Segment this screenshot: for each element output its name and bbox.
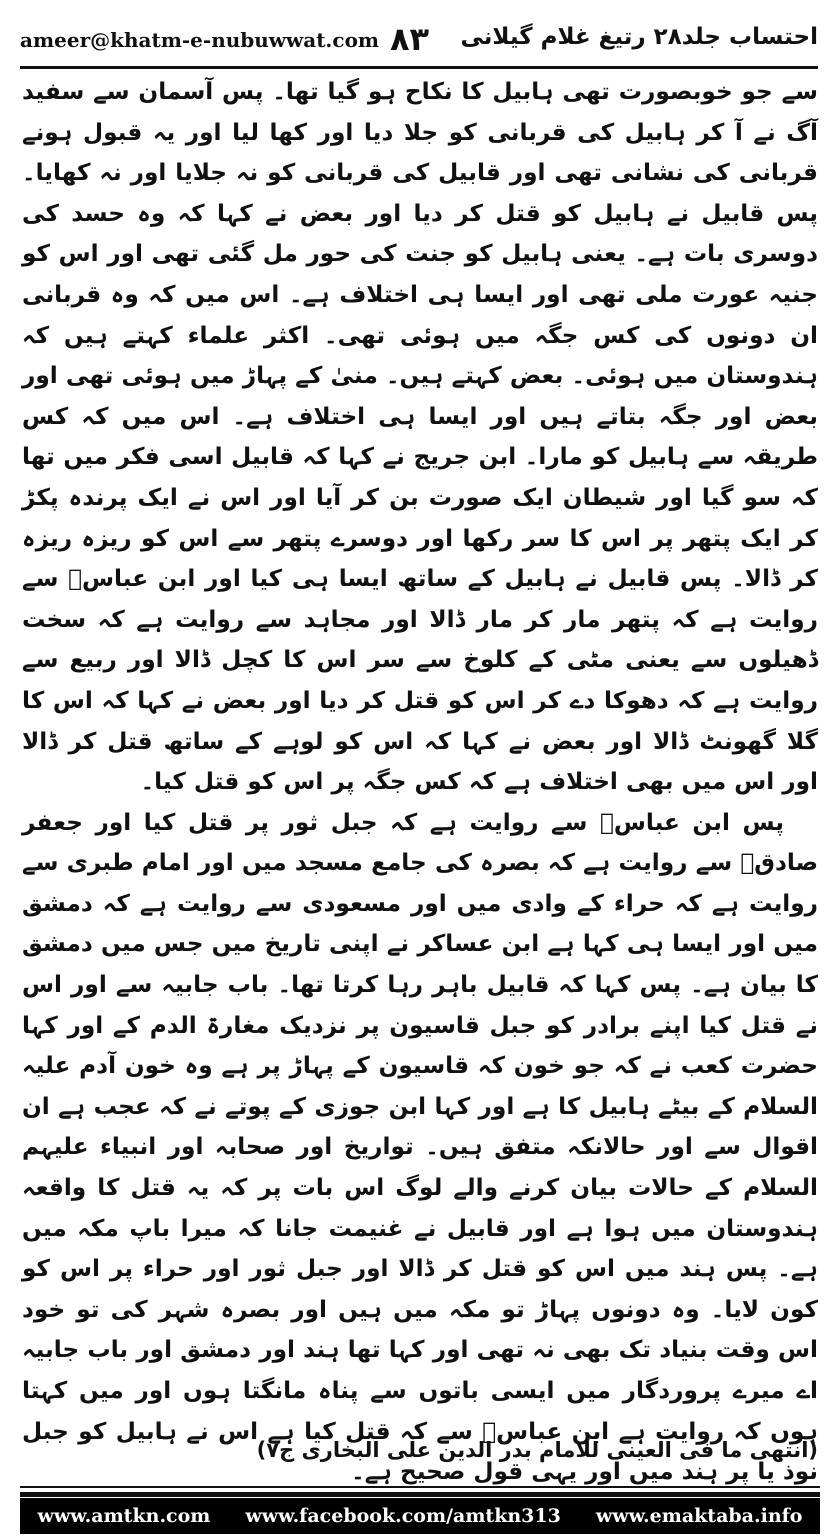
paragraph: سے جو خوبصورت تھی ہابیل کا نکاح ہو گیا تھا۔ پس آسمان سے سفید آگ نے آ کر ہابیل کی قربانی کو جلا دیا اور کھا لیا اور یہ قبول ہونے قربانی کی نشانی تھی اور قابیل کی قربانی کو نہ جلایا اور نہ کھایا۔ پس قابیل نے ہابیل کو قتل کر دیا اور بعض نے کہا کہ وہ حسد کی دوسری بات ہے۔ یعنی ہابیل کو جنت کی حور مل گئی تھی اور اس کو جنیہ عورت ملی تھی اور ایسا ہی اختلاف ہے۔ اس میں کہ وہ قربانی ان دونوں کی کس جگہ میں ہوئی تھی۔ اکثر علماء کہتے ہیں کہ ہندوستان میں ہوئی۔ بعض کہتے ہیں۔ منیٰ کے پہاڑ میں ہوئی تھی اور بعض اور جگہ بتاتے ہیں اور ایسا ہی اختلاف ہے۔ اس میں کہ کس طریقہ سے ہابیل کو مارا۔ ابن جریج نے کہا کہ قابیل اسی فکر میں تھا کہ سو گیا اور شیطان ایک صورت بن کر آیا اور اس نے ایک پرندہ پکڑ کر ایک پتھر پر اس کا سر رکھا اور دوسرے پتھر سے اس کو ریزہ ریزہ کر ڈالا۔ پس قابیل نے ہابیل کے ساتھ ایسا ہی کیا اور ابن عباسؓ سے روایت ہے کہ پتھر مار کر مار ڈالا اور مجاہد سے روایت ہے کہ سخت ڈھیلوں سے یعنی مٹی کے کلوخ سے سر اس کا کچل ڈالا اور ربیع سے روایت ہے کہ دھوکا دے کر اس کو قتل کر دیا اور بعض نے کہا کہ اس کا گلا گھونٹ ڈالا اور بعض نے کہا کہ اس کو لوہے کے ساتھ قتل کر ڈالا اور اس میں بھی اختلاف ہے کہ کس جگہ پر اس کو قتل کیا۔ <box>22 78 818 796</box>
header-divider <box>20 66 818 69</box>
page-number: ۸۳ <box>390 20 430 58</box>
footer-divider-thin <box>20 1486 820 1488</box>
footer-bar <box>20 1498 820 1534</box>
citation: (انتھی ما فی العینی للامام بدر الدین علی البخاری ج۷) <box>256 1438 818 1462</box>
paragraph: پس ابن عباسؓ سے روایت ہے کہ جبل ثور پر قتل کیا اور جعفر صادقؒ سے روایت ہے کہ بصرہ کی جامع مسجد میں اور امام طبری سے روایت ہے کہ حراء کے وادی میں اور مسعودی سے روایت ہے کہ دمشق میں اور ایسا ہی کہا ہے ابن عساکر نے اپنی تاریخ میں جس میں دمشق کا بیان ہے۔ پس کہا کہ قابیل باہر رہا کرتا تھا۔ باب جابیہ سے اور اس نے قتل کیا اپنے برادر کو جبل قاسیون پر نزدیک مغارۃ الدم کے اور کہا حضرت کعب نے کہ جو خون کہ قاسیون کے پہاڑ پر ہے وہ خون آدم علیہ السلام کے بیٹے ہابیل کا ہے اور کہا ابن جوزی کے پوتے نے کہ عجب ہے ان اقوال سے اور حالانکہ متفق ہیں۔ تواریخ اور صحابہ اور انبیاء علیہم السلام کے حالات بیان کرنے والے لوگ اس بات پر کہ یہ قتل کا واقعہ ہندوستان میں ہوا ہے اور قابیل نے غنیمت جانا کہ میرا باپ مکہ میں ہے۔ پس ہند میں اس کو قتل کر ڈالا اور جبل ثور اور حراء پر اس کو کون لایا۔ وہ دونوں پہاڑ تو مکہ میں ہیں اور بصرہ شہر کی تو خود اس وقت بنیاد تک بھی نہ تھی اور کہا تھا ہند اور دمشق اور باب جابیہ اے میرے پروردگار میں ایسی باتوں سے پناہ مانگتا ہوں اور میں کہتا ہوں کہ روایت ہے ابن عباسؓ سے کہ قتل کیا ہے اس نے ہابیل کو جبل نوذ یا پر ہند میں اور یہی قول صحیح ہے۔ <box>22 808 818 1486</box>
email-address: ameer@khatm-e-nubuwwat.com <box>20 28 380 52</box>
page-header <box>20 22 818 62</box>
body-text <box>22 72 818 1493</box>
footer-link-emaktaba[interactable]: www.emaktaba.info <box>595 1505 803 1527</box>
footer-link-facebook[interactable]: www.facebook.com/amtkn313 <box>245 1505 561 1527</box>
footer-divider-thick <box>20 1492 820 1497</box>
footer-link-amtkn[interactable]: www.amtkn.com <box>37 1505 211 1527</box>
book-title: احتساب جلد۲۸ رتیغ غلام گیلانی <box>460 24 818 50</box>
